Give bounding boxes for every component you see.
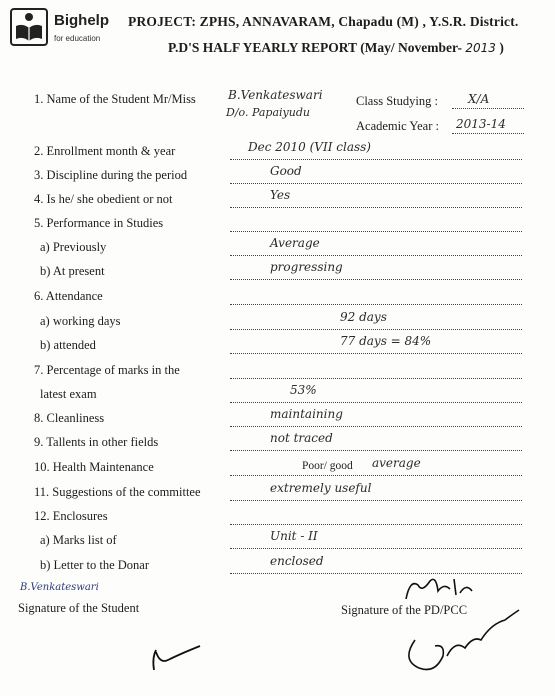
field-dotted-line <box>230 255 522 256</box>
field-value: progressing <box>270 260 343 274</box>
student-parent-value: D/o. Papaiyudu <box>226 106 310 119</box>
field-label: b) attended <box>40 338 96 352</box>
field-dotted-line <box>230 426 522 427</box>
field-dotted-line <box>230 524 522 525</box>
field-value: Unit - II <box>270 529 318 543</box>
field-label: 11. Suggestions of the committee <box>34 485 201 499</box>
field-label: 12. Enclosures <box>34 509 108 523</box>
student-signed-name: B.Venkateswari <box>20 582 99 593</box>
field-label: a) Marks list of <box>40 533 117 547</box>
book-person-icon <box>10 8 48 46</box>
field-label: 4. Is he/ she obedient or not <box>34 192 173 206</box>
field-label: 10. Health Maintenance <box>34 460 154 474</box>
field-dotted-line <box>230 159 522 160</box>
class-value: X/A <box>468 92 490 106</box>
field-printed-options: Poor/ good <box>302 460 353 472</box>
field-dotted-line <box>230 548 522 549</box>
student-name-value: B.Venkateswari <box>228 88 323 102</box>
field-label: 7. Percentage of marks in the <box>34 363 180 377</box>
student-signature-scribble <box>140 630 210 675</box>
field-dotted-line <box>230 329 522 330</box>
pcc-signature-scribble <box>395 600 525 680</box>
field-value: Yes <box>270 188 291 202</box>
academic-year-dotted-line <box>452 133 524 134</box>
field-value: Dec 2010 (VII class) <box>248 140 371 154</box>
field-dotted-line <box>230 279 522 280</box>
report-title-text: P.D'S HALF YEARLY REPORT (May/ November- <box>168 40 463 55</box>
field-dotted-line <box>230 500 522 501</box>
field-dotted-line <box>230 183 522 184</box>
report-title <box>168 40 504 56</box>
field-value: Average <box>270 236 320 250</box>
field-value: 53% <box>290 383 317 397</box>
pd-signature-label: Signature of the PD/PCC <box>341 603 468 617</box>
field-dotted-line <box>230 378 522 379</box>
field-dotted-line <box>230 450 522 451</box>
field-dotted-line <box>230 231 522 232</box>
field-label: latest exam <box>40 387 97 401</box>
field-label: 6. Attendance <box>34 289 103 303</box>
field-value: maintaining <box>270 407 343 421</box>
academic-year-value: 2013-14 <box>456 117 506 131</box>
field-label: a) Previously <box>40 240 107 254</box>
bighelp-logo <box>10 6 120 50</box>
field-dotted-line <box>230 207 522 208</box>
logo-tagline: for education <box>54 34 101 43</box>
field-dotted-line <box>230 353 522 354</box>
field-value: enclosed <box>270 554 324 568</box>
field-value: average <box>372 456 421 470</box>
field-dotted-line <box>230 402 522 403</box>
logo-name: Bighelp <box>54 12 109 29</box>
field-value: 77 days = 84% <box>340 334 432 348</box>
field-value: extremely useful <box>270 481 372 495</box>
field-label: 5. Performance in Studies <box>34 216 164 230</box>
report-title-close: ) <box>499 40 504 55</box>
field-value: not traced <box>270 431 333 445</box>
project-line: PROJECT: ZPHS, ANNAVARAM, Chapadu (M) , Y.S.R. District. <box>128 14 519 29</box>
academic-year-label: Academic Year : <box>356 119 439 133</box>
field-label: b) At present <box>40 264 105 278</box>
student-signature-label: Signature of the Student <box>18 601 140 615</box>
field-label: 3. Discipline during the period <box>34 168 188 182</box>
class-dotted-line <box>452 108 524 109</box>
field-dotted-line <box>230 304 522 305</box>
field-value: Good <box>270 164 302 178</box>
student-name-label: 1. Name of the Student Mr/Miss <box>34 92 196 106</box>
field-label: b) Letter to the Donar <box>40 558 149 572</box>
field-value: 92 days <box>340 310 387 324</box>
field-label: a) working days <box>40 314 121 328</box>
report-year: 2013 <box>465 41 496 55</box>
field-dotted-line <box>230 475 522 476</box>
class-label: Class Studying : <box>356 94 438 108</box>
field-label: 8. Cleanliness <box>34 411 105 425</box>
field-label: 2. Enrollment month & year <box>34 144 176 158</box>
field-label: 9. Tallents in other fields <box>34 435 159 449</box>
